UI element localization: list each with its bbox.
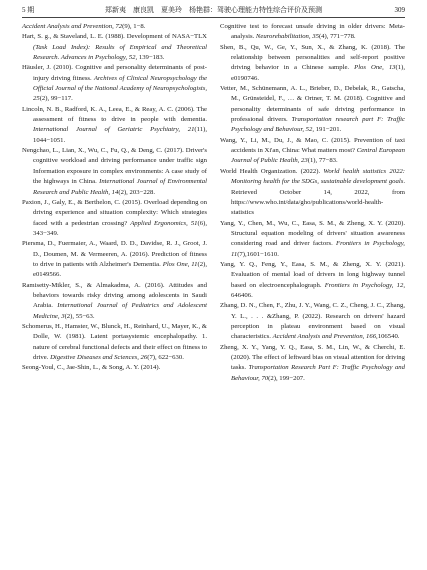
reference-text: (11), 1044−1051.: [33, 126, 207, 144]
reference-text: (6), 343−349.: [33, 219, 207, 237]
reference-text: Yang, Y. Q., Feng, Y., Easa, S. M., & Zheng, X. Y. (2021). Evaluation of mental load of drivers in long highway tunnel based on electroencephalograph.: [220, 260, 405, 289]
reference-source: Plos One, 11: [162, 260, 198, 268]
reference-text: (7), 622−630.: [147, 354, 184, 361]
reference-entry: [220, 84, 405, 136]
reference-text: Shen, B., Qu, W., Ge, Y., Sun, X., & Zhang, K. (2018). The relationship between personalities and self-report positive driving behavior in a Chinese sample.: [220, 43, 405, 72]
reference-text: (2), 203−228.: [118, 188, 156, 196]
issue-label: 5 期: [22, 6, 35, 14]
running-header: [22, 4, 405, 18]
reference-text: Piersma, D., Fuermaier, A., Waard, D. D., Davidse, R. J., Groot, J. D., Doumen, M. & Vermeeren, A. (2016). Prediction of fitness to drive in patients with Alzheimer's Dementia.: [22, 240, 207, 268]
reference-entry: [220, 343, 405, 384]
references-right-column: [220, 22, 405, 384]
reference-text: Cognitive test to forecast unsafe driving in older drivers: Meta-analysis.: [220, 23, 405, 41]
reference-entry: [22, 146, 207, 198]
reference-source: International Journal of Pediatrics and Adolescent Medicine, 3: [33, 302, 207, 320]
reference-source: Applied Ergonomics, 51: [130, 219, 198, 227]
reference-source: Frontiers in Psychology, 12: [324, 281, 404, 289]
reference-text: (1), 77−83.: [307, 157, 338, 165]
reference-text: , 139−183.: [135, 54, 165, 62]
reference-source: World health statistics 2022: Monitoring health for the SDGs, sustainable development goals: [231, 167, 405, 186]
reference-text: Zhang, D. N., Chen, F., Zhu, J. Y., Wang, C. Z., Cheng, J. C., Zhang, Y. L., . . . &Zhang, P. (2022). Research on drivers' hazard perception in plateau environment based on visual characteristics.: [220, 302, 405, 341]
reference-source: Transportation Research Part F: Traffic Psychology and Behaviour, 70: [231, 364, 405, 382]
reference-entry: [220, 219, 405, 260]
reference-text: Vetter, M., Schünemann, A. L., Brieber, D., Debelak, R., Gatscha, M., Grünsteidel, F., … & Ortner, T. M. (2018). Cognitive and personality determinants of safe driving performance in professional drivers.: [220, 85, 405, 124]
reference-entry: [220, 43, 405, 84]
reference-source: (Task Load Index): Results of Empirical and Theoretical Research. Advances in Psychology, 52: [33, 43, 207, 62]
reference-text: Seong-Youl, C., Jae-Shin, L., & Song, A. Y. (2014).: [22, 364, 161, 372]
reference-text: (1), e0190746.: [231, 64, 406, 82]
reference-text: Nengchao, L., Lian, X., Wu, C., Fu, Q., & Deng, C. (2017). Driver's cognitive workload and driving performance under traffic sign Information exposure in complex environments: A case study of the highways in China.: [22, 147, 207, 186]
page-number: 309: [394, 6, 405, 14]
reference-text: Lincoln, N. B., Radford, K. A., Leea, E., & Reay, A. C. (2006). The assessment of fitness to drive in people with dementia.: [22, 105, 207, 124]
reference-entry: [22, 198, 207, 239]
reference-text: (2), 55−63.: [64, 312, 95, 320]
reference-text: Zheng, X. Y., Yang, Y. Q., Easa, S. M., Lin, W., & Cherchi, E. (2020). The effect of leftward bias on visual attention for driving tasks.: [220, 343, 405, 372]
reference-text: (2), e0149566.: [33, 260, 207, 279]
reference-text: (2), 199−207.: [268, 374, 305, 382]
reference-text: Wang, Y., Li, M., Du, J., & Mao, C. (2015). Prevention of taxi accidents in Xi'an, China: What matters most?: [220, 136, 405, 155]
reference-text: Paxion, J., Galy, E., & Berthelon, C. (2015). Overload depending on driving experience and situation complexity: Which strategies faced with a pedestrian crossing?: [22, 198, 207, 227]
reference-text: World Health Organization. (2022).: [220, 167, 324, 175]
reference-entry: [22, 22, 207, 32]
reference-source: Transportation research part F: Traffic Psychology and Behaviour, 52: [231, 116, 405, 134]
reference-entry: [22, 239, 207, 280]
reference-entry: [220, 167, 405, 219]
reference-text: (9), 1−8.: [122, 23, 146, 30]
reference-entry: [22, 281, 207, 322]
reference-text: Häusler, J. (2010). Cognitive and personality determinants of post-injury driving fitness.: [22, 64, 207, 82]
reference-text: Yang, Y., Chen, M., Wu, C., Easa, S. M., & Zheng, X. Y. (2020). Structural equation modeling of drivers' situation awareness considering road and driver factors.: [220, 219, 405, 248]
references-left-column: [22, 22, 207, 374]
reference-source: International Journal of Environmental Research and Public Health, 14: [33, 178, 207, 196]
reference-source: Central European Journal of Public Health, 23: [231, 147, 405, 165]
reference-text: . Retrieved October 14, 2022, from https://www.who.int/data/gho/publications/world-health-statistics: [231, 178, 405, 217]
reference-text: ,106540.: [376, 333, 400, 341]
reference-text: (4), 771−778.: [318, 33, 356, 41]
reference-source: Frontiers in Psychology, 11: [231, 240, 405, 258]
reference-text: Schomerus, H., Hamster, W., Blunck, H., Reinhard, U., Mayer, K., & Dolle, W. (1981). Latent portasystemic encephalopathy. 1. nature of cerebral functional defects and their effect on fitness to drive.: [22, 322, 208, 361]
reference-source: Accident Analysis and Prevention, 72: [22, 23, 123, 30]
reference-entry: [22, 32, 207, 63]
reference-text: , 646406.: [231, 281, 405, 299]
reference-source: Archives of Clinical Neuropsychology the Official Journal of the National Academy of Neuropsychologists, 25: [33, 74, 207, 103]
reference-source: Neurorehabilitation, 35: [255, 33, 319, 41]
reference-text: Hart, S. g., & Staveland, L. E. (1988). Development of NASA−TLX: [22, 33, 207, 41]
running-title: 郑新夷 康良凯 夏美玲 杨艳群：驾驶心理能力特性综合评价及预测: [105, 6, 322, 14]
reference-entry: [220, 301, 405, 342]
reference-entry: [22, 363, 207, 373]
reference-entry: [220, 260, 405, 301]
reference-source: Accident Analysis and Prevention, 166: [272, 333, 377, 341]
reference-entry: [22, 63, 207, 104]
reference-source: International Journal of Geriatric Psychiatry, 21: [33, 126, 195, 134]
reference-text: Ramisetty-Mikler, S., & Almakadma, A. (2016). Attitudes and behaviors towards risky driving among adolescents in Saudi Arabia.: [22, 281, 207, 310]
reference-source: Plos One, 13: [354, 64, 396, 72]
reference-source: Digestive Diseases and Sciences, 26: [50, 354, 148, 361]
reference-text: (7),1601−1610.: [237, 250, 279, 258]
reference-entry: [220, 22, 405, 43]
reference-text: (2), 99−117.: [39, 95, 73, 103]
reference-entry: [220, 136, 405, 167]
reference-entry: [22, 322, 207, 363]
reference-entry: [22, 105, 207, 146]
reference-text: , 191−201.: [312, 126, 342, 134]
